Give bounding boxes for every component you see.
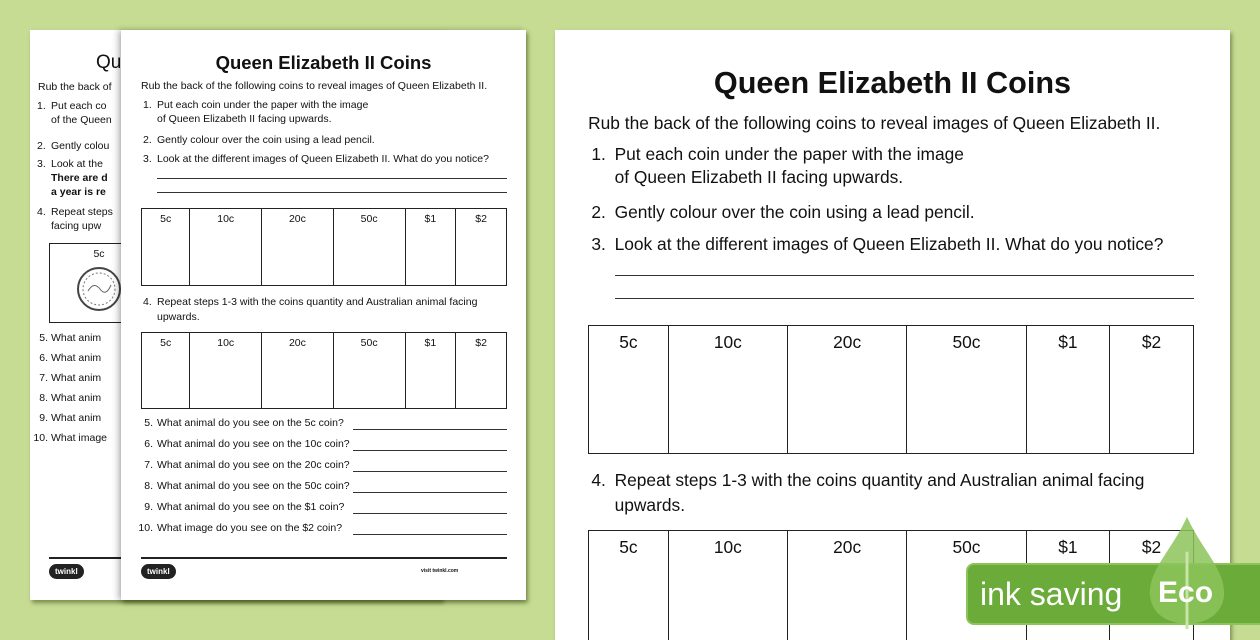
- step-text: Look at the different images of Queen Elizabeth II. What do you notice?: [157, 153, 489, 165]
- coin-label: $1: [424, 213, 437, 225]
- answer-line: [353, 492, 507, 493]
- back-step-text: Repeat steps: [51, 206, 113, 218]
- coin-label: 20c: [288, 213, 306, 225]
- back-coin-header: 5c: [93, 248, 105, 260]
- question-number: 10.: [138, 522, 153, 534]
- coin-label: 5c: [619, 537, 638, 558]
- coin-cell: [142, 209, 190, 286]
- step-text: upwards.: [157, 311, 200, 323]
- coin-label: 10c: [713, 537, 742, 558]
- question-text: What animal do you see on the 5c coin?: [157, 417, 344, 429]
- coin-label: 20c: [833, 537, 862, 558]
- step-text: Repeat steps 1-3 with the coins quantity and Australian animal facing: [614, 470, 1145, 491]
- coin-label: $1: [424, 337, 437, 349]
- coin-rubbing-table: [141, 332, 507, 409]
- coin-cell: [589, 325, 669, 453]
- coin-label: 10c: [217, 213, 235, 225]
- step-number: 1.: [591, 144, 606, 165]
- coin-label: $2: [475, 337, 487, 349]
- back-step-text: There are d: [51, 172, 108, 184]
- coin-cell: [787, 325, 906, 453]
- back-question-text: What anim: [51, 392, 102, 404]
- coin-cell: [668, 530, 787, 640]
- answer-line: [353, 513, 507, 514]
- coin-label: $2: [475, 213, 487, 225]
- question-number: 9.: [144, 501, 153, 513]
- twinkl-logo: twinkl: [141, 564, 176, 579]
- coin-cell: [262, 333, 334, 409]
- coin-cell: [1110, 325, 1194, 453]
- question-text: What image do you see on the $2 coin?: [157, 522, 343, 534]
- coin-rubbing-table: [141, 208, 507, 286]
- question-text: What animal do you see on the 20c coin?: [157, 459, 350, 471]
- worksheet-title: Queen Elizabeth II Coins: [215, 52, 432, 73]
- back-question-text: What anim: [51, 352, 102, 364]
- question-text: What animal do you see on the 50c coin?: [157, 480, 350, 492]
- back-question-number: 7.: [39, 372, 48, 384]
- answer-line: [353, 429, 507, 430]
- back-step-text: Put each co: [51, 100, 107, 112]
- answer-line: [615, 298, 1194, 299]
- back-step-text: a year is re: [51, 186, 106, 198]
- question-number: 5.: [144, 417, 153, 429]
- step-number: 4.: [591, 470, 606, 491]
- back-question-text: What anim: [51, 332, 102, 344]
- back-step-text: Look at the: [51, 158, 103, 170]
- step-text: Repeat steps 1-3 with the coins quantity and Australian animal facing: [157, 296, 478, 308]
- coin-label: 50c: [952, 332, 981, 353]
- back-step-text: of the Queen: [51, 114, 112, 126]
- back-question-number: 10.: [33, 432, 48, 444]
- step-number: 3.: [591, 233, 606, 254]
- footer-rule: [141, 557, 507, 559]
- worksheet-title: Queen Elizabeth II Coins: [713, 66, 1072, 101]
- coin-label: $2: [1141, 332, 1162, 353]
- eco-label: Eco: [1158, 576, 1214, 609]
- coin-label: $1: [1058, 332, 1078, 353]
- coin-cell: [262, 209, 334, 286]
- step-text: Put each coin under the paper with the image: [614, 144, 964, 165]
- back-title: Qu: [96, 52, 122, 73]
- coin-label: 20c: [288, 337, 306, 349]
- coin-label: 50c: [952, 537, 981, 558]
- coin-label: 20c: [833, 332, 862, 353]
- answer-line: [157, 192, 507, 193]
- coin-label: $1: [1058, 537, 1078, 558]
- step-text: Gently colour over the coin using a lead pencil.: [157, 134, 375, 146]
- back-question-text: What anim: [51, 412, 102, 424]
- step-number: 1.: [143, 99, 152, 111]
- step-text: of Queen Elizabeth II facing upwards.: [614, 167, 904, 188]
- step-number: 2.: [143, 134, 152, 146]
- coin-cell: [333, 333, 405, 409]
- coin-cell: [456, 209, 507, 286]
- coin-cell: [907, 325, 1026, 453]
- question-number: 8.: [144, 480, 153, 492]
- back-question-number: 9.: [39, 412, 48, 424]
- step-text: Put each coin under the paper with the image: [157, 99, 369, 111]
- twinkl-logo: twinkl: [49, 564, 84, 579]
- coin-cell: [190, 333, 262, 409]
- answer-line: [353, 450, 507, 451]
- question-number: 7.: [144, 459, 153, 471]
- back-step-number: 1.: [37, 100, 46, 112]
- coin-label: 10c: [713, 332, 742, 353]
- coin-cell: [1026, 325, 1110, 453]
- coin-cell: [787, 530, 906, 640]
- coin-cell: [190, 209, 262, 286]
- coin-label: 5c: [160, 213, 172, 225]
- back-intro: Rub the back of: [38, 81, 112, 93]
- back-question-number: 8.: [39, 392, 48, 404]
- step-number: 4.: [143, 296, 152, 308]
- coin-cell: [456, 333, 507, 409]
- question-number: 6.: [144, 438, 153, 450]
- question-text: What animal do you see on the $1 coin?: [157, 501, 345, 513]
- ink-saving-label: ink saving: [980, 576, 1123, 612]
- back-step-text: Gently colou: [51, 140, 110, 152]
- coin-cell: [405, 333, 456, 409]
- coin-label: 50c: [360, 213, 378, 225]
- coin-label: 50c: [360, 337, 378, 349]
- answer-line: [353, 471, 507, 472]
- coin-cell: [589, 530, 669, 640]
- worksheet-preview-small: [121, 30, 526, 600]
- coin-cell: [668, 325, 787, 453]
- coin-label: $2: [1141, 537, 1162, 558]
- back-step-number: 2.: [37, 140, 46, 152]
- question-text: What animal do you see on the 10c coin?: [157, 438, 350, 450]
- coin-label: 5c: [619, 332, 638, 353]
- answer-line: [615, 275, 1194, 276]
- worksheet-intro: Rub the back of the following coins to reveal images of Queen Elizabeth II.: [588, 112, 1161, 133]
- coin-cell: [333, 209, 405, 286]
- back-question-text: What anim: [51, 372, 102, 384]
- back-step-number: 4.: [37, 206, 46, 218]
- coin-rubbing-icon: [76, 266, 122, 312]
- step-text: Gently colour over the coin using a lead pencil.: [614, 202, 975, 223]
- back-step-text: facing upw: [51, 220, 102, 232]
- answer-line: [157, 178, 507, 179]
- step-number: 2.: [591, 202, 606, 223]
- back-question-text: What image: [51, 432, 108, 444]
- back-question-number: 5.: [39, 332, 48, 344]
- worksheet-intro: Rub the back of the following coins to reveal images of Queen Elizabeth II.: [141, 80, 488, 92]
- step-number: 3.: [143, 153, 152, 165]
- coin-rubbing-table: [588, 325, 1194, 454]
- coin-cell: [142, 333, 190, 409]
- back-step-number: 3.: [37, 158, 46, 170]
- step-text: upwards.: [614, 495, 686, 516]
- footer-url: visit twinkl.com: [421, 568, 459, 574]
- coin-cell: [405, 209, 456, 286]
- step-text: of Queen Elizabeth II facing upwards.: [157, 113, 332, 125]
- coin-label: 10c: [217, 337, 235, 349]
- back-question-number: 6.: [39, 352, 48, 364]
- coin-label: 5c: [160, 337, 172, 349]
- step-text: Look at the different images of Queen Elizabeth II. What do you notice?: [614, 233, 1164, 254]
- worksheet-preview-large: [555, 30, 1230, 640]
- answer-line: [353, 534, 507, 535]
